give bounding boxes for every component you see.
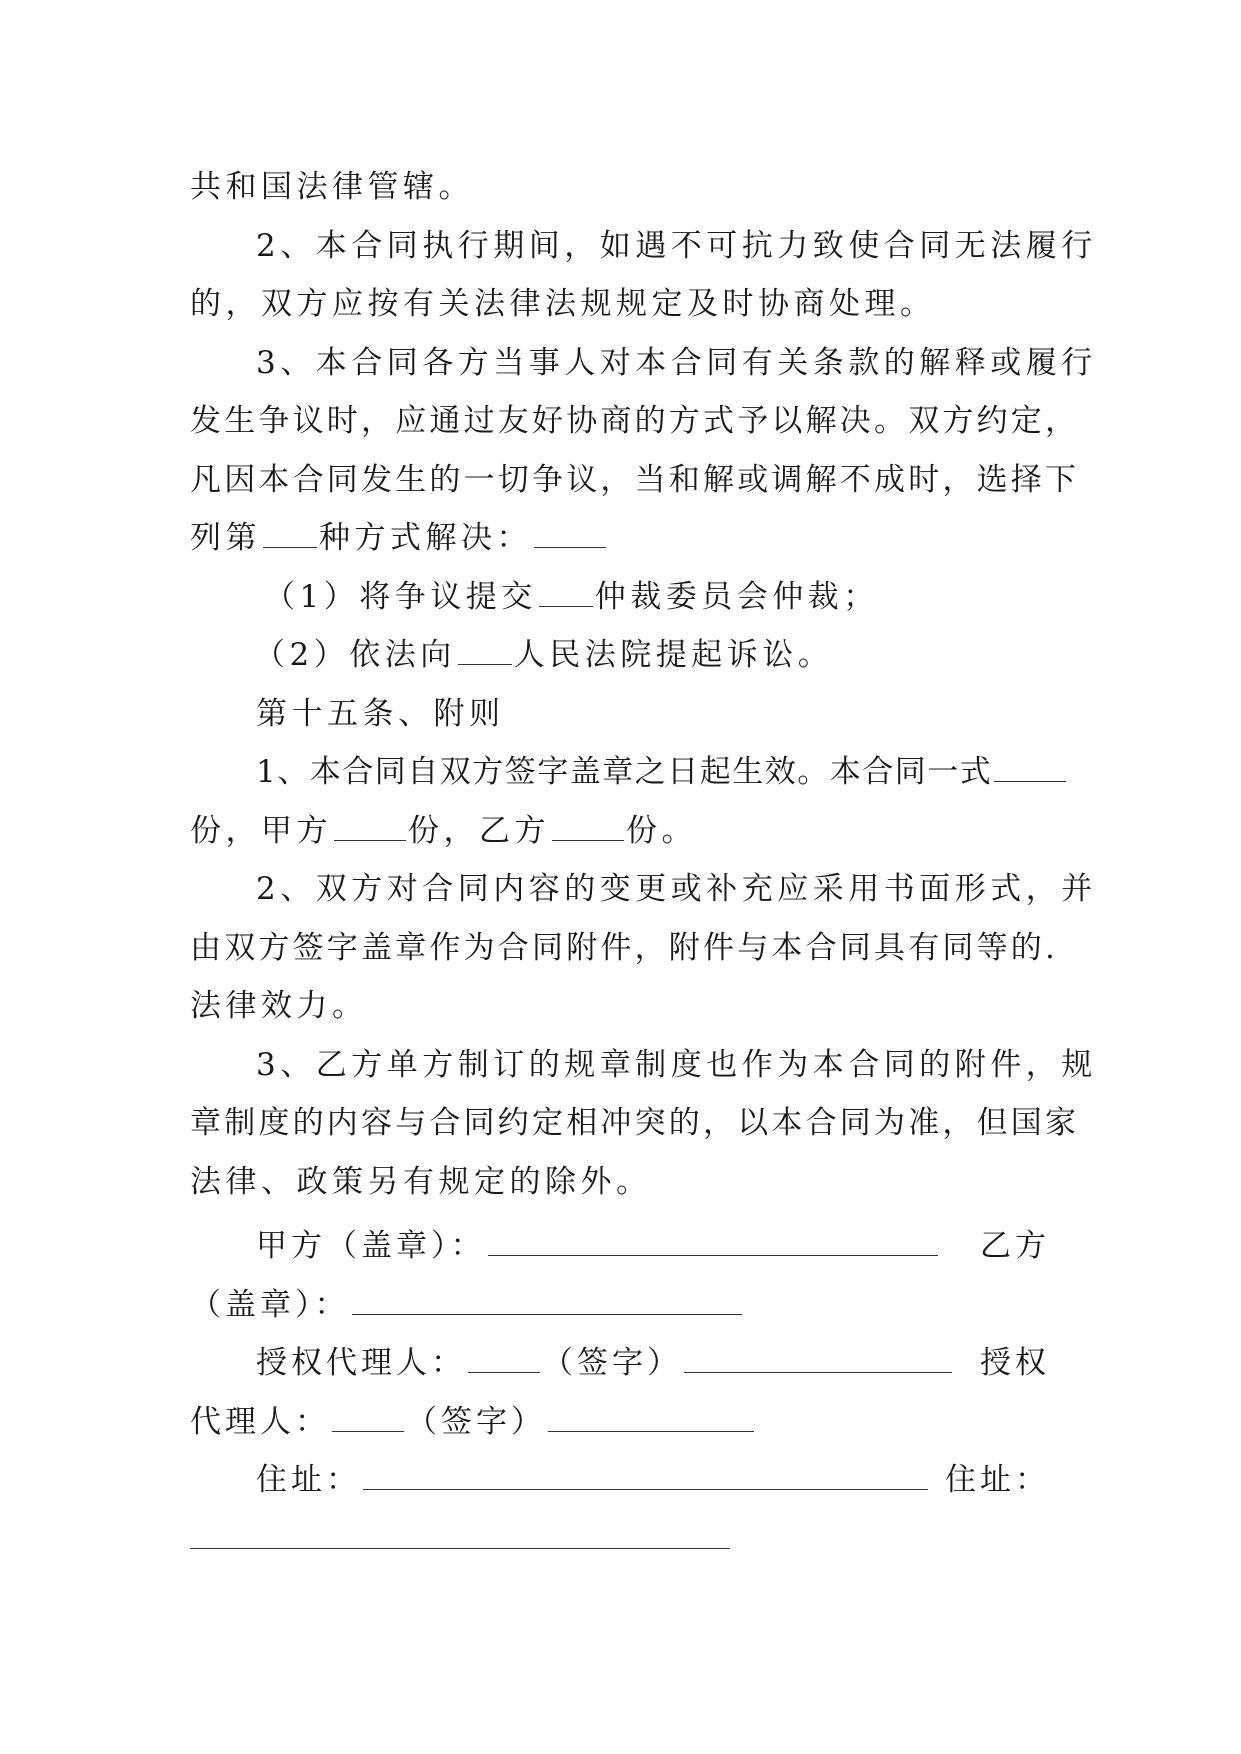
document-page [190,158,1097,1568]
blank-line [468,1339,540,1373]
agent-line: 授权代理人： （签字） 授权 [190,1334,1050,1393]
text-line: 2、双方对合同内容的变更或补充应采用书面形式，并 [256,871,1097,907]
text-line: 列第 种方式解决： [190,509,1050,568]
blank-line [534,514,606,548]
text-line: （2）依法向 人民法院提起诉讼。 [190,626,1050,685]
text-line: 共和国法律管辖。 [190,169,474,205]
blank-line [352,1281,742,1315]
text-line: 法律、政策另有规定的除外。 [190,1163,652,1200]
blank-line [552,807,624,841]
blank-line [263,514,317,548]
text-line: 份，甲方 份，乙方 份。 [190,802,1050,861]
blank-line [363,1456,928,1490]
party-seal-line-cont: （盖章）： [190,1276,1050,1335]
blank-line [539,573,593,607]
section-heading: 第十五条、附则 [256,695,505,732]
address-line: 住址： 住址： [190,1451,1050,1510]
text-line: （1）将争议提交 仲裁委员会仲裁； [190,568,1050,627]
agent-line-cont: 代理人： （签字） [190,1393,1050,1452]
blank-line [684,1339,952,1373]
blank-line [994,748,1066,782]
text-line: 的，双方应按有关法律法规规定及时协商处理。 [190,286,936,322]
blank-line [488,1222,938,1256]
text-line: 1、本合同自双方签字盖章之日起生效。本合同一式 [190,743,1050,802]
text-line: 2、本合同执行期间，如遇不可抗力致使合同无法履行 [256,227,1097,264]
blank-line [458,631,512,665]
address-line-cont [190,1510,1050,1569]
text-line: 由双方签字盖章作为合同附件，附件与本合同具有同等的. [190,929,1059,966]
blank-line [190,1515,730,1549]
party-seal-line: 甲方（盖章）： 乙方 [190,1217,1050,1276]
text-line: 发生争议时，应通过友好协商的方式予以解决。双方约定， [190,403,1080,439]
text-line: 凡因本合同发生的一切争议，当和解或调解不成时，选择下 [190,461,1080,498]
blank-line [548,1398,754,1432]
blank-line [334,807,406,841]
text-line: 3、乙方单方制订的规章制度也作为本合同的附件，规 [256,1046,1097,1083]
text-line: 章制度的内容与合同约定相冲突的，以本合同为准，但国家 [190,1105,1080,1141]
signature-block [190,1217,1050,1568]
blank-line [332,1398,404,1432]
text-line: 3、本合同各方当事人对本合同有关条款的解释或履行 [256,344,1097,381]
text-line: 法律效力。 [190,988,368,1024]
